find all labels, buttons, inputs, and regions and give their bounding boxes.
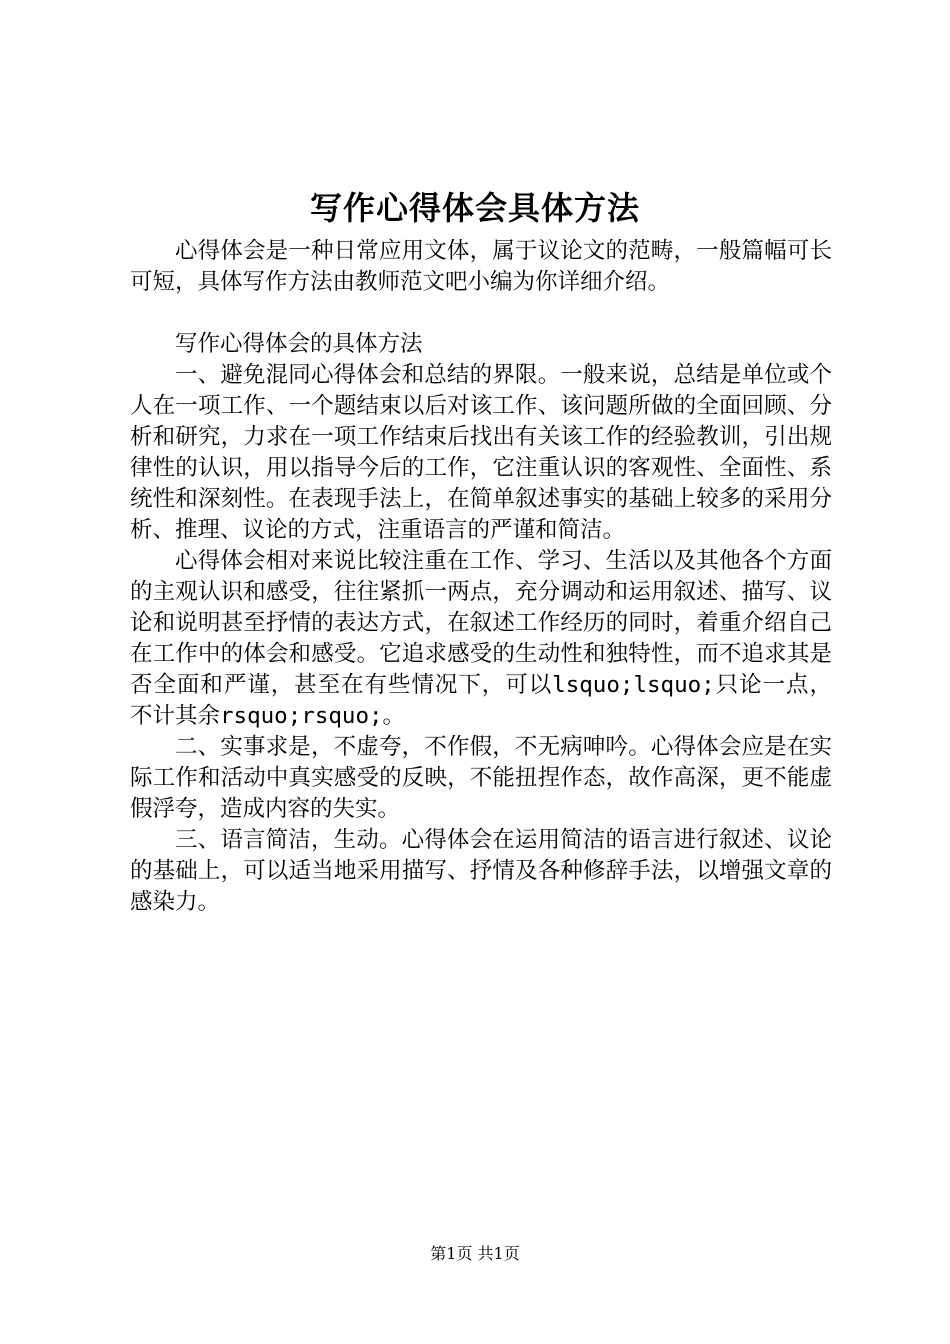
paragraph-gap	[130, 298, 832, 329]
document-body	[130, 236, 832, 918]
page-footer: 第1页 共1页	[430, 1244, 520, 1263]
body-paragraph-4: 三、语言简洁，生动。心得体会在运用简洁的语言进行叙述、议论的基础上，可以适当地采用描写、抒情及各种修辞手法，以增强文章的感染力。	[130, 827, 832, 915]
intro-paragraph: 心得体会是一种日常应用文体，属于议论文的范畴，一般篇幅可长可短，具体写作方法由教师范文吧小编为你详细介绍。	[130, 238, 832, 295]
document-title: 写作心得体会具体方法	[309, 189, 640, 227]
body-paragraph-3: 二、实事求是，不虚夸，不作假，不无病呻吟。心得体会应是在实际工作和活动中真实感受的反映，不能扭捏作态，故作高深，更不能虚假浮夸，造成内容的失实。	[130, 734, 832, 822]
section-subheading: 写作心得体会的具体方法	[175, 331, 423, 357]
body-paragraph-2: 心得体会相对来说比较注重在工作、学习、生活以及其他各个方面的主观认识和感受，往往紧抓一两点，充分调动和运用叙述、描写、议论和说明甚至抒情的表达方式，在叙述工作经历的同时，着重介绍自己在工作中的体会和感受。它追求感受的生动性和独特性，而不追求其是否全面和严谨，甚至在有些情况下，可以lsquo;lsquo;只论一点，不计其余rsquo;rsquo;。	[130, 548, 832, 729]
body-paragraph-1: 一、避免混同心得体会和总结的界限。一般来说，总结是单位或个人在一项工作、一个题结束以后对该工作、该问题所做的全面回顾、分析和研究，力求在一项工作结束后找出有关该工作的经验教训，引出规律性的认识，用以指导今后的工作，它注重认识的客观性、全面性、系统性和深刻性。在表现手法上，在简单叙述事实的基础上较多的采用分析、推理、议论的方式，注重语言的严谨和简洁。	[130, 362, 832, 543]
